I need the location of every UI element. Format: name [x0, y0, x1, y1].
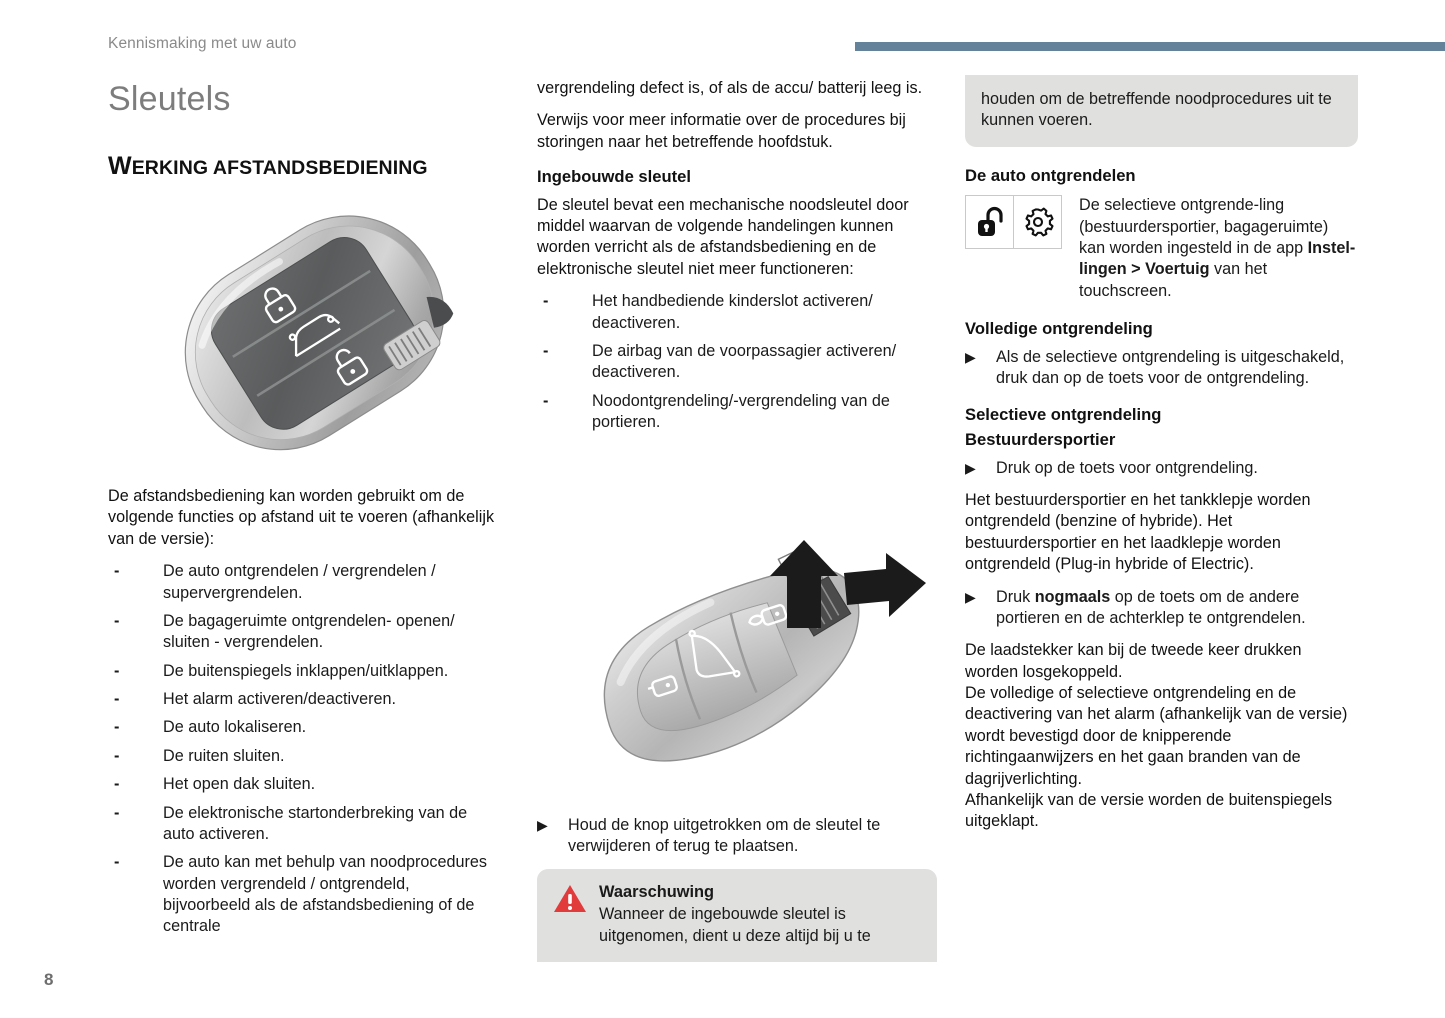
selective-unlock-description [1079, 195, 1358, 302]
page-title: Sleutels [108, 80, 231, 118]
mid-paragraph-1: Verwijs voor meer informatie over de procedures bij storingen naar het betreffende hoofdstuk. [537, 111, 906, 151]
action-again-part1: Druk [996, 587, 1035, 606]
remote-functions-list [108, 561, 500, 938]
list-item: - Het alarm activeren/deactiveren. [108, 689, 500, 710]
list-item: - Het open dak sluiten. [108, 774, 500, 795]
warning-triangle-icon [553, 884, 587, 914]
mid-paragraph-2: De sleutel bevat een mechanische noodsleutel door middel waarvan de volgende handelingen kunnen worden verricht als de afstandsbediening en de elektronische sleutel niet meer functioneren: [537, 195, 909, 278]
key-fob-three-buttons-illustration [128, 186, 500, 478]
action-pull-key [537, 815, 937, 858]
built-in-key-functions-list [537, 291, 937, 433]
heading-driver-door: Bestuurdersportier [965, 430, 1116, 450]
heading-selective-unlock: Selectieve ontgrendeling [965, 404, 1162, 424]
list-item: - De airbag van de voorpassagier activeren/ deactiveren. [537, 341, 937, 384]
running-head: Kennismaking met uw auto [108, 35, 297, 52]
warning-title: Waarschuwing [599, 882, 715, 901]
list-item: - De ruiten sluiten. [108, 746, 500, 767]
heading-full-unlock: Volledige ontgrendeling [965, 319, 1153, 339]
left-intro-paragraph: De afstandsbediening kan worden gebruikt om de volgende functies op afstand uit te voeren (afhankelijk van de versie): [108, 487, 495, 548]
left-column [108, 486, 500, 948]
header-rule [855, 42, 1445, 51]
mid-continuation-paragraph: vergrendeling defect is, of als de accu/ batterij leeg is. [537, 79, 923, 97]
list-item: - De auto ontgrendelen / vergrendelen / supervergrendelen. [108, 561, 500, 604]
arrow-bullet-icon: ▶ [537, 817, 548, 833]
page-number: 8 [44, 970, 54, 989]
list-item: - De elektronische startonderbreking van de auto activeren. [108, 803, 500, 846]
open-padlock-icon [965, 195, 1014, 249]
action-text: Druk op de toets voor ontgrendeling. [996, 458, 1258, 477]
paragraph-confirmation: De volledige of selectieve ontgrendeling en de deactivering van het alarm (afhankelijk van de versie) wordt bevestigd door de knipperende richtingaanwijzers en het gaan branden van de dagrijverlichting. [965, 684, 1348, 788]
icon-text-part2: van het touchscreen. [1079, 260, 1268, 300]
heading-built-in-key: Ingebouwde sleutel [537, 167, 691, 187]
list-item: - Noodontgrendeling/-vergrendeling van de portieren. [537, 391, 937, 434]
action-text: Houd de knop uitgetrokken om de sleutel te verwijderen of terug te plaatsen. [568, 816, 881, 856]
heading-unlock-car: De auto ontgrendelen [965, 165, 1136, 185]
gear-icon [1014, 195, 1062, 249]
paragraph-mirrors: Afhankelijk van de versie worden de buitenspiegels uitgeklapt. [965, 790, 1333, 831]
middle-column-bottom [537, 815, 937, 962]
section-heading [108, 152, 428, 181]
list-item: - De auto lokaliseren. [108, 717, 500, 738]
warning-callout-continuation [965, 75, 1358, 147]
action-again-bold: nogmaals [1034, 587, 1111, 606]
warning-text: Wanneer de ingebouwde sleutel is uitgenomen, dient u deze altijd bij u te [599, 905, 871, 945]
middle-column [537, 78, 937, 443]
action-full-unlock [965, 347, 1358, 390]
warning-continuation-text: houden om de betreffende noodprocedures uit te kunnen voeren. [981, 90, 1332, 130]
icon-text-part1: De selectieve ontgrende-ling (bestuurdersportier, bagageruimte) kan worden ingesteld in de app [1079, 196, 1329, 258]
icon-pair [965, 195, 1062, 249]
list-item: - De auto kan met behulp van noodprocedures worden vergrendeld / ontgrendeld, bijvoorbeeld als de afstandsbediening of de centrale [108, 852, 500, 938]
section-heading-rest: ERKING AFSTANDSBEDIENING [131, 157, 428, 179]
icon-text-bold: Instel-lingen > Voertuig [1079, 239, 1356, 279]
action-again-part2: op de toets om de andere portieren en de achterklep te ontgrendelen. [996, 587, 1306, 627]
section-heading-initial: W [108, 152, 132, 180]
arrow-bullet-icon: ▶ [965, 348, 976, 365]
warning-callout [537, 869, 937, 962]
list-item: - De buitenspiegels inklappen/uitklappen. [108, 661, 500, 682]
action-text: Als de selectieve ontgrendeling is uitgeschakeld, druk dan op de toets voor de ontgrendeling. [996, 347, 1345, 388]
action-press-key [965, 458, 1358, 479]
key-fob-pull-out-key-illustration [566, 528, 946, 813]
action-text [996, 588, 1306, 627]
list-item: - De bagageruimte ontgrendelen- openen/ sluiten - vergrendelen. [108, 611, 500, 654]
arrow-bullet-icon: ▶ [965, 459, 976, 476]
arrow-bullet-icon: ▶ [965, 588, 976, 605]
action-press-again [965, 587, 1358, 630]
right-column [965, 75, 1358, 833]
paragraph-doors: Het bestuurdersportier en het tankklepje worden ontgrendeld (benzine of hybride). Het bestuurdersportier en het laadklepje worden ontgrendeld (Plug-in hybride of Electric). [965, 491, 1311, 574]
paragraph-charger: De laadstekker kan bij de tweede keer drukken worden losgekoppeld. [965, 641, 1302, 681]
selective-unlock-icon-row [965, 195, 1358, 302]
list-item: - Het handbediende kinderslot activeren/ deactiveren. [537, 291, 937, 334]
